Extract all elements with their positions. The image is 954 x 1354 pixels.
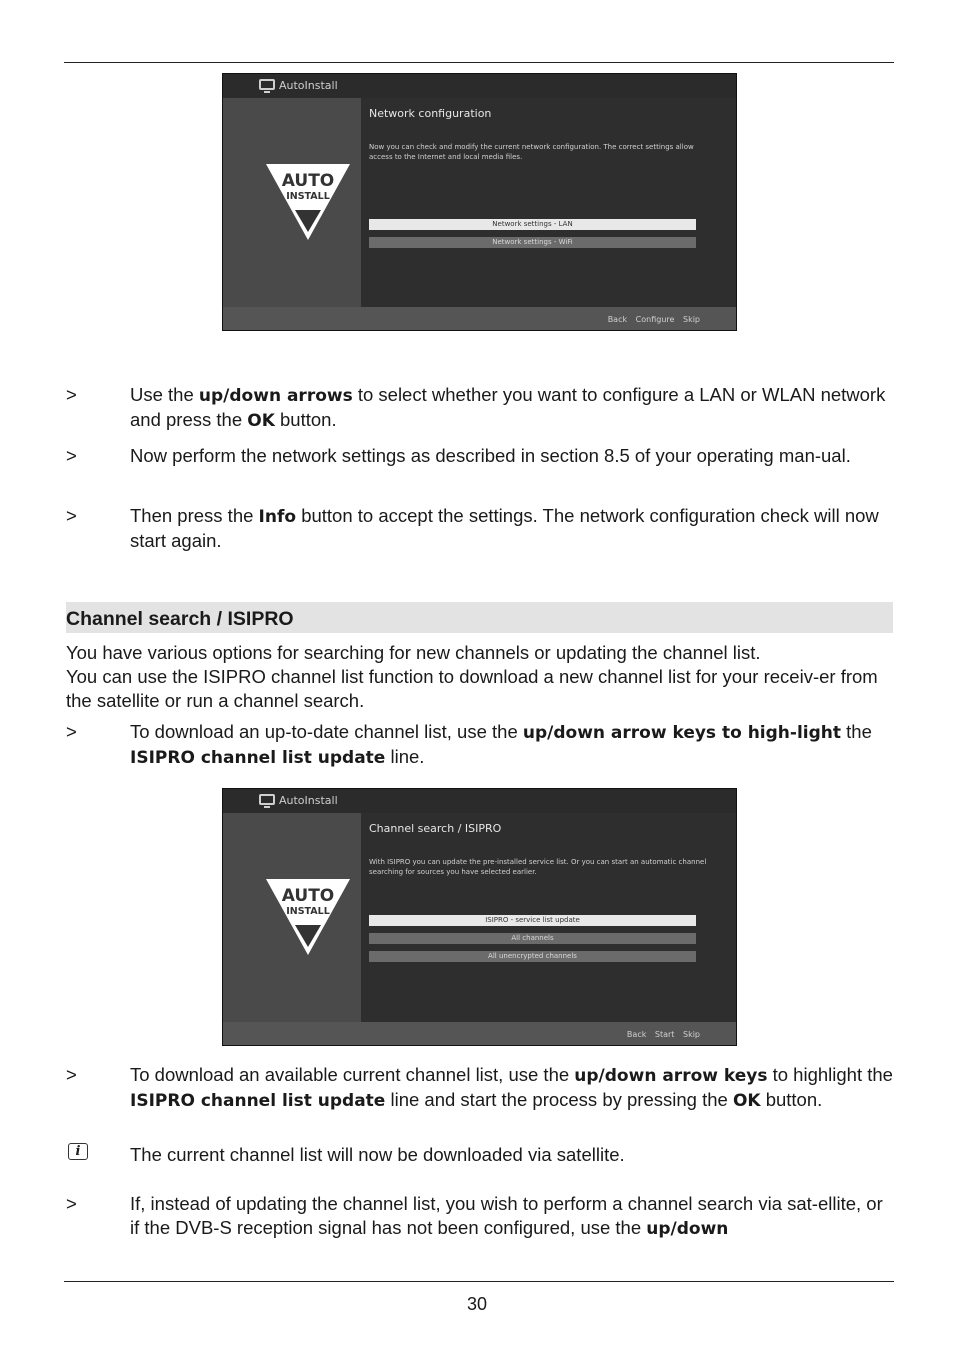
bold-term: OK bbox=[732, 1091, 761, 1111]
list-text bbox=[130, 504, 896, 553]
option-wifi[interactable]: Network settings - WiFi bbox=[369, 237, 696, 248]
list-item bbox=[66, 444, 896, 468]
text-run: Use the bbox=[130, 384, 199, 405]
option-lan[interactable]: Network settings - LAN bbox=[369, 219, 696, 230]
logo-text-bottom: INSTALL bbox=[286, 906, 330, 917]
list-item bbox=[66, 1192, 896, 1241]
list-text bbox=[130, 1063, 896, 1113]
info-note: The current channel list will now be downloaded via satellite. bbox=[130, 1144, 625, 1165]
bold-term: up/down bbox=[646, 1219, 729, 1239]
text-run: Now perform the network settings as described in section 8.5 of your operating man-ual. bbox=[130, 445, 851, 466]
intro-paragraph-2: You can use the ISIPRO channel list function to download a new channel list for your receiv-er from the satellite or run a channel search. bbox=[66, 666, 878, 711]
screen-title: Channel search / ISIPRO bbox=[369, 822, 502, 835]
legend-configure: Configure bbox=[635, 315, 675, 324]
auto-install-logo bbox=[266, 164, 350, 240]
top-rule bbox=[64, 62, 894, 63]
list-marker: > bbox=[66, 384, 77, 405]
section-heading: Channel search / ISIPRO bbox=[66, 602, 893, 633]
text-run: to select whether you want to configure a LAN or WLAN network and press the bbox=[130, 384, 886, 430]
legend-skip: Skip bbox=[682, 1030, 700, 1039]
app-title: AutoInstall bbox=[279, 794, 338, 807]
tv-icon bbox=[259, 79, 275, 90]
bottom-bar bbox=[223, 307, 736, 330]
list-text bbox=[130, 1192, 896, 1241]
list-item bbox=[66, 720, 896, 770]
text-run: Then press the bbox=[130, 505, 259, 526]
tv-icon bbox=[259, 794, 275, 805]
option-isipro-update[interactable]: ISIPRO - service list update bbox=[369, 915, 696, 926]
title-bar bbox=[223, 789, 736, 813]
logo-text-bottom: INSTALL bbox=[286, 191, 330, 202]
list-item bbox=[66, 1063, 896, 1113]
legend-skip: Skip bbox=[682, 315, 700, 324]
logo-text-top: AUTO bbox=[281, 171, 335, 191]
list-text bbox=[130, 383, 896, 433]
list-marker: > bbox=[66, 505, 77, 526]
text-run: button. bbox=[274, 409, 337, 430]
bold-term: up/down arrow keys to high-light bbox=[522, 723, 842, 743]
bold-term: ISIPRO channel list update bbox=[130, 748, 386, 768]
bold-term: Info bbox=[258, 507, 297, 527]
text-run: button to accept the settings. The network configuration check will now start again. bbox=[130, 505, 879, 551]
key-legend bbox=[602, 315, 700, 324]
info-icon: i bbox=[68, 1143, 88, 1160]
logo-text-top: AUTO bbox=[281, 886, 335, 906]
intro-paragraph-1: You have various options for searching for new channels or updating the channel list. bbox=[66, 642, 761, 663]
text-run: line. bbox=[385, 746, 425, 767]
title-bar bbox=[223, 74, 736, 98]
text-run: If, instead of updating the channel list, you wish to perform a channel search via sat-ellite, or if the DVB-S reception signal has not been configured, use the bbox=[130, 1193, 883, 1238]
list-marker: > bbox=[66, 1193, 77, 1214]
bold-term: up/down arrow keys bbox=[574, 1066, 768, 1086]
legend-start: Start bbox=[654, 1030, 675, 1039]
list-text bbox=[130, 720, 896, 770]
screenshot-network-configuration bbox=[222, 73, 737, 331]
screenshot-channel-search bbox=[222, 788, 737, 1046]
screen-description: With ISIPRO you can update the pre-installed service list. Or you can start an automatic channel searching for sources you have selected earlier. bbox=[369, 858, 707, 876]
text-run: to highlight the bbox=[767, 1064, 893, 1085]
list-marker: > bbox=[66, 1064, 77, 1085]
text-run: line and start the process by pressing the bbox=[385, 1089, 733, 1110]
list-marker: > bbox=[66, 445, 77, 466]
auto-install-logo bbox=[266, 879, 350, 955]
text-run: button. bbox=[760, 1089, 823, 1110]
list-marker: > bbox=[66, 721, 77, 742]
text-run: the bbox=[841, 721, 872, 742]
bold-term: up/down arrows bbox=[198, 386, 353, 406]
bold-term: OK bbox=[247, 411, 275, 431]
legend-back: Back bbox=[626, 1030, 647, 1039]
option-all-channels[interactable]: All channels bbox=[369, 933, 696, 944]
legend-back: Back bbox=[607, 315, 628, 324]
right-panel bbox=[361, 98, 736, 307]
text-run: To download an available current channel list, use the bbox=[130, 1064, 575, 1085]
page-number: 30 bbox=[466, 1294, 488, 1314]
list-text bbox=[130, 444, 896, 468]
screen-title: Network configuration bbox=[369, 107, 492, 120]
list-item bbox=[66, 383, 896, 433]
app-title: AutoInstall bbox=[279, 79, 338, 92]
list-item bbox=[66, 504, 896, 553]
bottom-rule bbox=[64, 1281, 894, 1282]
bottom-bar bbox=[223, 1022, 736, 1045]
bold-term: ISIPRO channel list update bbox=[130, 1091, 386, 1111]
text-run: To download an up-to-date channel list, use the bbox=[130, 721, 523, 742]
option-all-unencrypted[interactable]: All unencrypted channels bbox=[369, 951, 696, 962]
key-legend bbox=[621, 1030, 700, 1039]
screen-description: Now you can check and modify the current network configuration. The correct settings allow access to the Internet and local media files. bbox=[369, 143, 694, 161]
